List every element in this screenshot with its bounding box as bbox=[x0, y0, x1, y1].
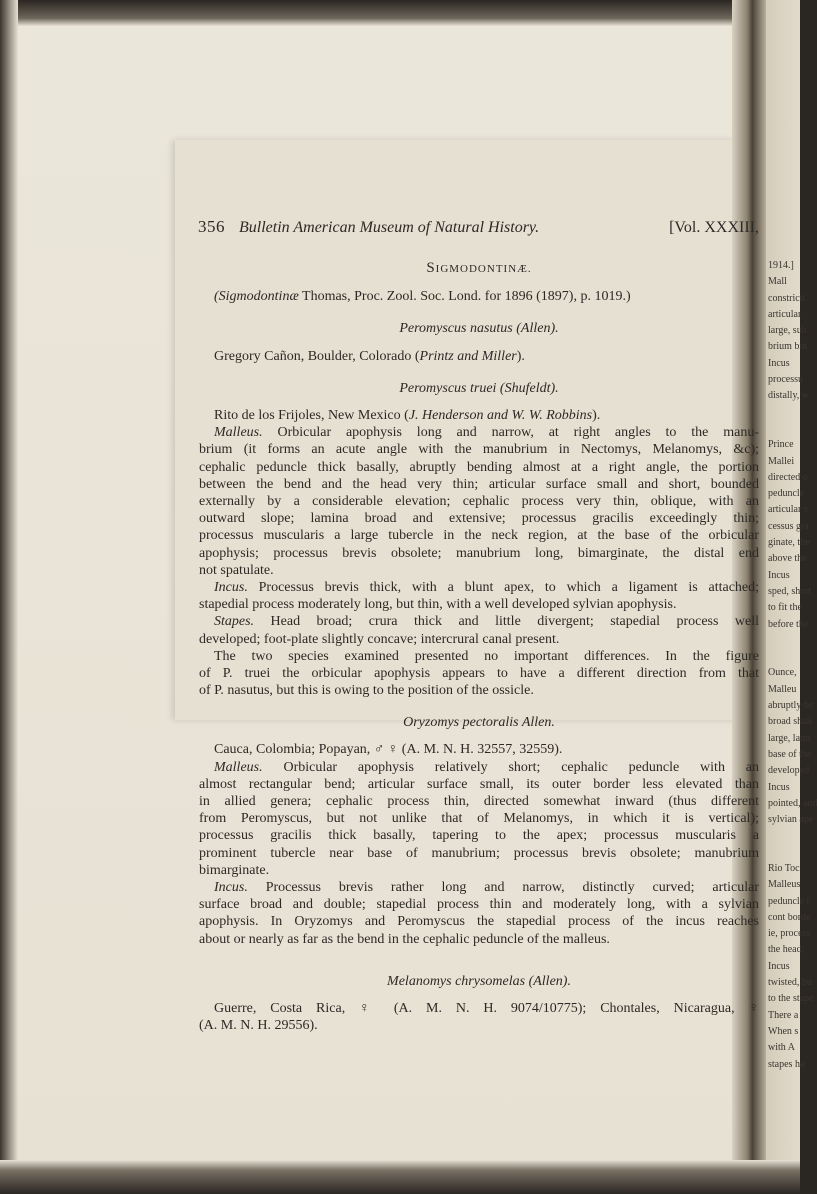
facing-page-line: cessus gra bbox=[768, 520, 809, 532]
facing-page-line: ginate, the bbox=[768, 537, 810, 549]
paragraph-truei-remark bbox=[199, 648, 759, 700]
text-line: of P. truei the orbicular apophysis appears to have a different direction from that bbox=[199, 665, 759, 681]
journal-title: Bulletin American Museum of Natural History. bbox=[239, 219, 540, 236]
paragraph-pectoralis-incus bbox=[199, 879, 759, 948]
text-line: surface broad and double; stapedial process thin and moderately long, with a sylvian bbox=[199, 897, 759, 913]
species-heading-truei: Peromyscus truei (Shufeldt). bbox=[399, 380, 559, 396]
text-line: The two species examined presented no important differences. In the figure bbox=[214, 648, 759, 664]
text-line: Malleus. Orbicular apophysis long and narrow, at right angles to the manu- bbox=[214, 425, 760, 441]
facing-page-line: large, lami bbox=[768, 732, 811, 744]
text-line: apophysis; processus brevis obsolete; manubrium long, bimarginate, the distal end bbox=[199, 545, 759, 561]
text-line: processus muscularis a large tubercle in the neck region, at the base of the orbicular bbox=[199, 528, 759, 544]
facing-page-line: distally, w bbox=[768, 390, 810, 402]
facing-page-line: peduncle bbox=[768, 488, 805, 500]
facing-page-line: cont borde bbox=[768, 911, 811, 923]
facing-page-line bbox=[768, 828, 800, 844]
locality-nasutus: Gregory Cañon, Boulder, Colorado (Printz and Miller). bbox=[214, 348, 525, 364]
facing-page-line: Prince bbox=[768, 439, 794, 451]
volume-label: [Vol. XXXIII, bbox=[669, 219, 759, 236]
text-line: Incus. Processus brevis rather long and narrow, distinctly curved; articular bbox=[214, 880, 759, 896]
page-edge-shadow-bottom bbox=[0, 1160, 800, 1194]
facing-page-line: directed o bbox=[768, 471, 808, 483]
facing-page-line: stapes ha bbox=[768, 1058, 805, 1070]
facing-page-line: to the stape bbox=[768, 993, 814, 1005]
text-line: developed; foot-plate slightly concave; intercrural canal present. bbox=[199, 631, 560, 647]
facing-page-line: Mall bbox=[768, 276, 787, 288]
page-text bbox=[199, 218, 759, 1034]
facing-page-line: Incus bbox=[768, 960, 790, 972]
text-line: from Peromyscus, but not unlike that of Melanomys, in which it is vertical); bbox=[199, 811, 759, 827]
locality-pectoralis: Cauca, Colombia; Popayan, ♂ ♀ (A. M. N. H. 32557, 32559). bbox=[214, 742, 563, 758]
facing-page-line: broad shall bbox=[768, 716, 813, 728]
facing-page-line: brium bin bbox=[768, 341, 808, 353]
facing-page-line: articular s bbox=[768, 504, 808, 516]
text-line: processus gracilis thick basally, tapering to the apex; processus muscularis a bbox=[199, 828, 759, 844]
species-heading-nasutus: Peromyscus nasutus (Allen). bbox=[399, 321, 559, 337]
text-line: bimarginate. bbox=[199, 862, 270, 878]
text-line: about or nearly as far as the bend in the cephalic peduncle of the malleus. bbox=[199, 931, 610, 947]
facing-page-line: There a bbox=[768, 1009, 799, 1021]
facing-page-line: developed bbox=[768, 765, 810, 777]
facing-page-line: above the bbox=[768, 553, 807, 565]
text-line: Malleus. Orbicular apophysis relatively short; cephalic peduncle with an bbox=[214, 759, 759, 775]
facing-page-line: Ounce, bbox=[768, 667, 797, 679]
text-line: stapedial process moderately long, but thin, with a well developed sylvian apophysis. bbox=[199, 597, 677, 613]
page-number: 356 bbox=[198, 217, 225, 236]
facing-page-line: peduncle t bbox=[768, 895, 810, 907]
family-heading: SIGMODONTINÆ. bbox=[426, 260, 532, 276]
text-line: in allied genera; cephalic process thin, directed somewhat inward (thus different bbox=[199, 794, 759, 810]
text-line: Stapes. Head broad; crura thick and little divergent; stapedial process well bbox=[214, 614, 760, 630]
text-line: cephalic peduncle thick basally, abruptly bending almost at a right angle, the portion bbox=[199, 459, 759, 475]
facing-page-line: large, sub bbox=[768, 325, 807, 337]
facing-page-text bbox=[768, 258, 817, 1073]
facing-page-line: abruptly be bbox=[768, 700, 814, 712]
facing-page-line: the head; bbox=[768, 944, 805, 956]
facing-page-line: Mallei bbox=[768, 455, 795, 467]
text-line: apophysis. In Oryzomys and Peromyscus the stapedial process of the incus reaches bbox=[199, 914, 759, 930]
locality-chrysomelas-cont: (A. M. N. H. 29556). bbox=[199, 1018, 318, 1034]
facing-page-line: 1914.] bbox=[768, 260, 794, 271]
facing-page-line: Rio Toc bbox=[768, 862, 800, 874]
facing-page-line bbox=[768, 405, 800, 421]
facing-page-line: before the bbox=[768, 618, 809, 630]
facing-page-line: When s bbox=[768, 1025, 799, 1037]
facing-page-line: processu bbox=[768, 374, 803, 386]
paragraph-truei-malleus bbox=[199, 424, 759, 579]
facing-page-sliver bbox=[766, 0, 817, 1194]
facing-page-line: base of the bbox=[768, 748, 812, 760]
text-line: outward slope; lamina broad and extensive; processus gracilis exceedingly thin; bbox=[199, 511, 759, 527]
locality-truei: Rito de los Frijoles, New Mexico (J. Henderson and W. W. Robbins). bbox=[214, 408, 601, 424]
text-line: between the bend and the head very thin; articular surface small and short, bounded bbox=[199, 476, 759, 492]
text-line: of P. nasutus, but this is owing to the position of the ossicle. bbox=[199, 683, 534, 699]
facing-page-line: sped, short bbox=[768, 585, 812, 597]
text-line: not spatulate. bbox=[199, 562, 274, 578]
facing-page-line bbox=[768, 649, 800, 665]
facing-page-line: constricti bbox=[768, 292, 806, 304]
facing-page-line: to fit the bbox=[768, 602, 802, 614]
facing-page-line bbox=[768, 845, 800, 861]
facing-page-line: twisted, bu bbox=[768, 977, 812, 989]
text-line: externally by a considerable elevation; cephalic process very thin, oblique, with an bbox=[199, 493, 759, 509]
species-heading-pectoralis: Oryzomys pectoralis Allen. bbox=[403, 715, 555, 731]
facing-page-line: ie, process bbox=[768, 928, 811, 940]
paragraph-truei-stapes bbox=[199, 613, 759, 647]
paragraph-truei-incus bbox=[199, 579, 759, 613]
text-line: brium (it forms an acute angle with the manubrium in Nectomys, Melanomys, &c); bbox=[199, 442, 759, 458]
family-citation: (Sigmodontinæ Thomas, Proc. Zool. Soc. Lond. for 1896 (1897), p. 1019.) bbox=[214, 289, 631, 305]
facing-page-line bbox=[768, 421, 800, 437]
facing-page-line: sylvian ape bbox=[768, 814, 814, 826]
facing-page-line: Malleus bbox=[768, 879, 801, 891]
facing-page-line bbox=[768, 633, 800, 649]
page-edge-shadow-left bbox=[0, 0, 18, 1194]
text-line: prominent tubercle near base of manubrium; processus brevis obsolete; manubrium bbox=[199, 845, 759, 861]
facing-page-line: with A bbox=[768, 1042, 795, 1054]
facing-page-line: Incus bbox=[768, 781, 790, 793]
facing-page-line: pointed, and bbox=[768, 797, 817, 809]
species-heading-chrysomelas: Melanomys chrysomelas (Allen). bbox=[387, 973, 571, 989]
page-edge-shadow-top bbox=[0, 0, 800, 26]
facing-page-line: Malleu bbox=[768, 683, 797, 695]
paragraph-pectoralis-malleus bbox=[199, 759, 759, 879]
text-line: Incus. Processus brevis thick, with a blunt apex, to which a ligament is attached; bbox=[214, 579, 760, 595]
locality-chrysomelas: Guerre, Costa Rica, ♀ (A. M. N. H. 9074/10775); Chontales, Nicaragua, ♀ bbox=[214, 1000, 759, 1016]
text-line: almost rectangular bend; articular surface small, its outer border less elevated than bbox=[199, 776, 759, 792]
facing-page-line: Incus bbox=[768, 357, 790, 369]
facing-page-line: Incus bbox=[768, 569, 790, 581]
facing-page-line: articular bbox=[768, 308, 802, 320]
running-head bbox=[199, 218, 759, 242]
